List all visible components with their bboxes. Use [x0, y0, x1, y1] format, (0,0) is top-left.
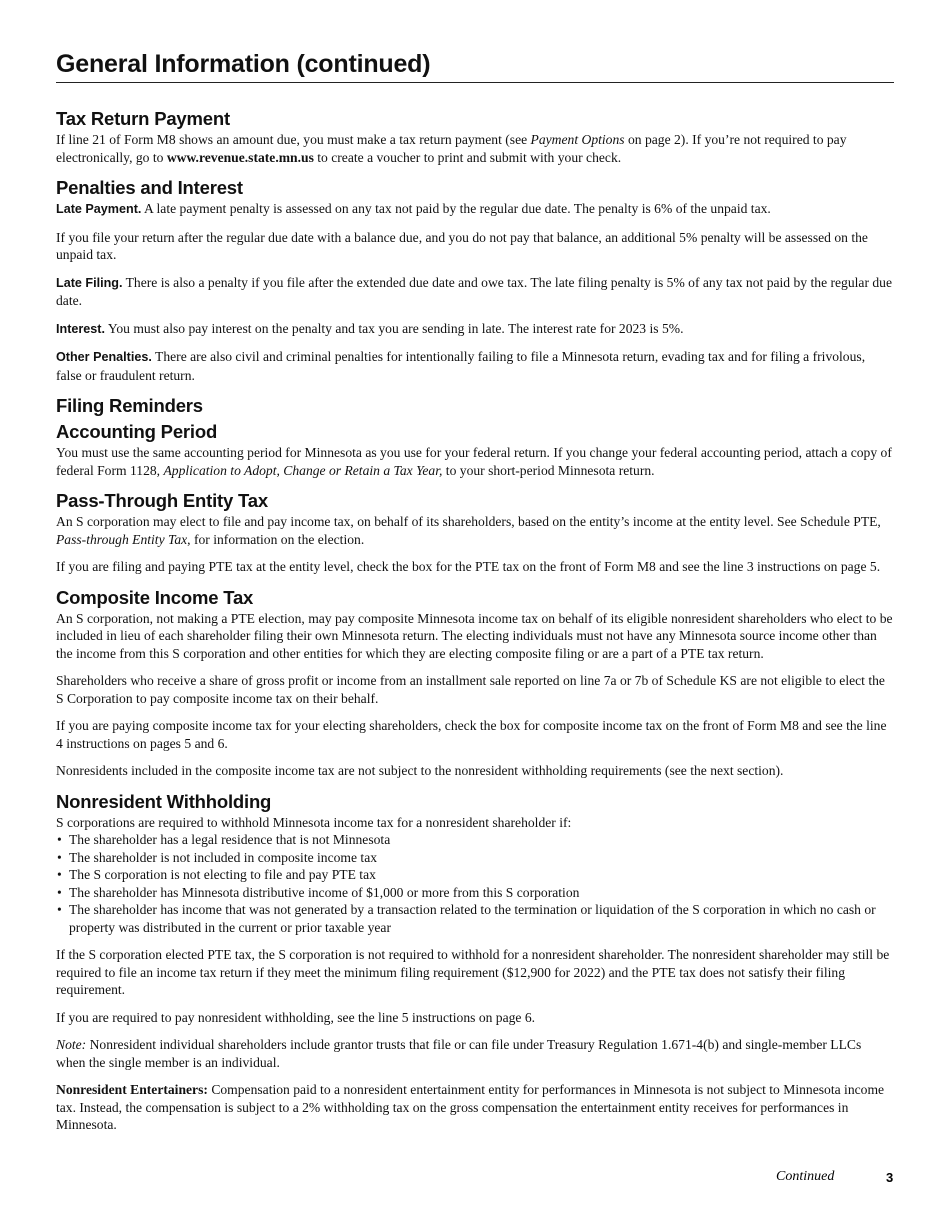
- text-span: Nonresident individual shareholders include grantor trusts that file or can file under Treasury Regulation 1.671-4(b) and single-member LLCs when the single member is an individual.: [56, 1037, 862, 1070]
- list-item: • The shareholder has a legal residence that is not Minnesota: [56, 831, 894, 849]
- paragraph-other-penalties: [56, 348, 894, 384]
- list-item: • The shareholder has income that was not generated by a transaction related to the termination or liquidation of the S corporation in which no cash or property was distributed in the current or prior taxable year: [56, 901, 894, 936]
- heading-tax-return-payment: Tax Return Payment: [56, 108, 230, 129]
- text-span: There are also civil and criminal penalties for intentionally failing to file a Minnesota return, evading tax and for filing a frivolous, false or fraudulent return.: [56, 349, 866, 383]
- paragraph-composite-3: If you are paying composite income tax for your electing shareholders, check the box for composite income tax on the front of Form M8 and see the line 4 instructions on pages 5 and 6.: [56, 718, 887, 751]
- text-span: to your short-period Minnesota return.: [442, 462, 655, 478]
- heading-accounting-period: Accounting Period: [56, 421, 218, 442]
- label-late-filing: Late Filing.: [56, 275, 123, 290]
- paragraph-late-filing: [56, 274, 894, 310]
- paragraph-accounting-period: [56, 444, 894, 479]
- page-number: 3: [886, 1170, 894, 1185]
- label-interest: Interest.: [56, 321, 105, 336]
- paragraph-pte-1: [56, 513, 894, 548]
- paragraph-entertainers: [56, 1081, 894, 1134]
- text-span: A late payment penalty is assessed on any tax not paid by the regular due date. The penalty is 6% of the unpaid tax.: [141, 201, 771, 216]
- withholding-conditions-list: [56, 831, 894, 936]
- paragraph-composite-4: Nonresidents included in the composite income tax are not subject to the nonresident withholding requirements (see the next section).: [56, 763, 784, 778]
- paragraph-withholding-intro: S corporations are required to withhold Minnesota income tax for a nonresident shareholder if:: [56, 814, 572, 830]
- paragraph-withholding-line5: If you are required to pay nonresident withholding, see the line 5 instructions on page 6.: [56, 1009, 536, 1025]
- section-pte: [56, 489, 894, 576]
- list-item: • The shareholder has Minnesota distributive income of $1,000 or more from this S corporation: [56, 884, 894, 902]
- label-late-payment: Late Payment.: [56, 202, 142, 216]
- text-span: on page 2). If you’re not required to pay electronically, go to: [56, 132, 847, 165]
- heading-filing-reminders: Filing Reminders: [56, 395, 203, 416]
- paragraph-composite-2: Shareholders who receive a share of gross profit or income from an installment sale reported on line 7a or 7b of Schedule KS are not eligible to elect the S Corporation to pay composite income tax on their behalf.: [56, 673, 885, 706]
- label-note: Note:: [56, 1037, 87, 1052]
- text-span: , for information on the election.: [187, 531, 365, 547]
- section-penalties-interest: [56, 176, 894, 384]
- paragraph-late-payment: [56, 200, 894, 219]
- paragraph-withholding-pte: If the S corporation elected PTE tax, the S corporation is not required to withhold for a nonresident shareholder. The nonresident shareholder may still be required to file an income tax return if they meet the minimum filing requirement ($12,900 for 2022) and the PTE tax does not satisfy their filing requirement.: [56, 947, 890, 997]
- text-span: You must also pay interest on the penalty and tax you are sending in late. The interest rate for 2023 is 5%.: [105, 320, 684, 336]
- heading-composite: Composite Income Tax: [56, 586, 254, 608]
- paragraph-additional-penalty: If you file your return after the regular due date with a balance due, and you do not pay that balance, an additional 5% penalty will be assessed on the unpaid tax.: [56, 229, 868, 262]
- text-span: There is also a penalty if you file after the extended due date and owe tax. The late filing penalty is 5% of any tax not paid by the regular due date.: [56, 274, 893, 308]
- heading-penalties-interest: Penalties and Interest: [56, 177, 243, 198]
- paragraph-composite-1: An S corporation, not making a PTE election, may pay composite Minnesota income tax on behalf of its eligible nonresident shareholders who elect to be included in lieu of each shareholder filing their own Minnesota return. The electing individuals must not have any Minnesota source income other than the income from this S corporation and other entities for which they are electing composite filing or are a part of a PTE tax return.: [56, 610, 893, 661]
- list-item: • The shareholder is not included in composite income tax: [56, 849, 894, 867]
- italic-ref-form-1128: Application to Adopt, Change or Retain a Tax Year,: [163, 462, 443, 478]
- text-span: An S corporation may elect to file and pay income tax, on behalf of its shareholders, based on the entity’s income at the entity level. See Schedule PTE,: [56, 514, 881, 529]
- text-span: You must use the same accounting period for Minnesota as you use for your federal return. If you change your federal accounting period, attach a copy of federal Form 1128,: [56, 445, 892, 478]
- italic-ref-payment-options: Payment Options: [530, 132, 625, 147]
- italic-ref-schedule-pte: Pass-through Entity Tax: [56, 531, 188, 547]
- paragraph-tax-return-payment: [56, 131, 894, 166]
- text-span: If line 21 of Form M8 shows an amount due, you must make a tax return payment (see: [56, 132, 531, 147]
- paragraph-note: [56, 1036, 894, 1071]
- label-nonresident-entertainers: Nonresident Entertainers:: [56, 1082, 208, 1097]
- label-other-penalties: Other Penalties.: [56, 350, 152, 364]
- heading-pte: Pass-Through Entity Tax: [56, 490, 268, 511]
- section-tax-return-payment: [56, 107, 894, 166]
- section-withholding: [56, 790, 894, 1134]
- document-page: [56, 50, 894, 1144]
- list-item: • The S corporation is not electing to file and pay PTE tax: [56, 866, 894, 884]
- page-footer: [0, 1169, 950, 1189]
- continued-label: Continued: [776, 1169, 835, 1184]
- paragraph-interest: [56, 320, 894, 339]
- text-span: to create a voucher to print and submit with your check.: [313, 149, 622, 165]
- text-span: Compensation paid to a nonresident entertainment entity for performances in Minnesota is not subject to Minnesota income tax. Instead, the compensation is subject to a 2% withholding tax on the gross compensation the entertainment entity receives for performances in Minnesota.: [56, 1082, 885, 1132]
- section-composite: [56, 586, 894, 780]
- section-filing-reminders: [56, 394, 894, 479]
- page-title: General Information (continued): [56, 50, 894, 83]
- revenue-website-link[interactable]: www.revenue.state.mn.us: [166, 149, 314, 165]
- heading-withholding: Nonresident Withholding: [56, 790, 272, 812]
- paragraph-pte-2: If you are filing and paying PTE tax at the entity level, check the box for the PTE tax on the front of Form M8 and see the line 3 instructions on page 5.: [56, 559, 881, 574]
